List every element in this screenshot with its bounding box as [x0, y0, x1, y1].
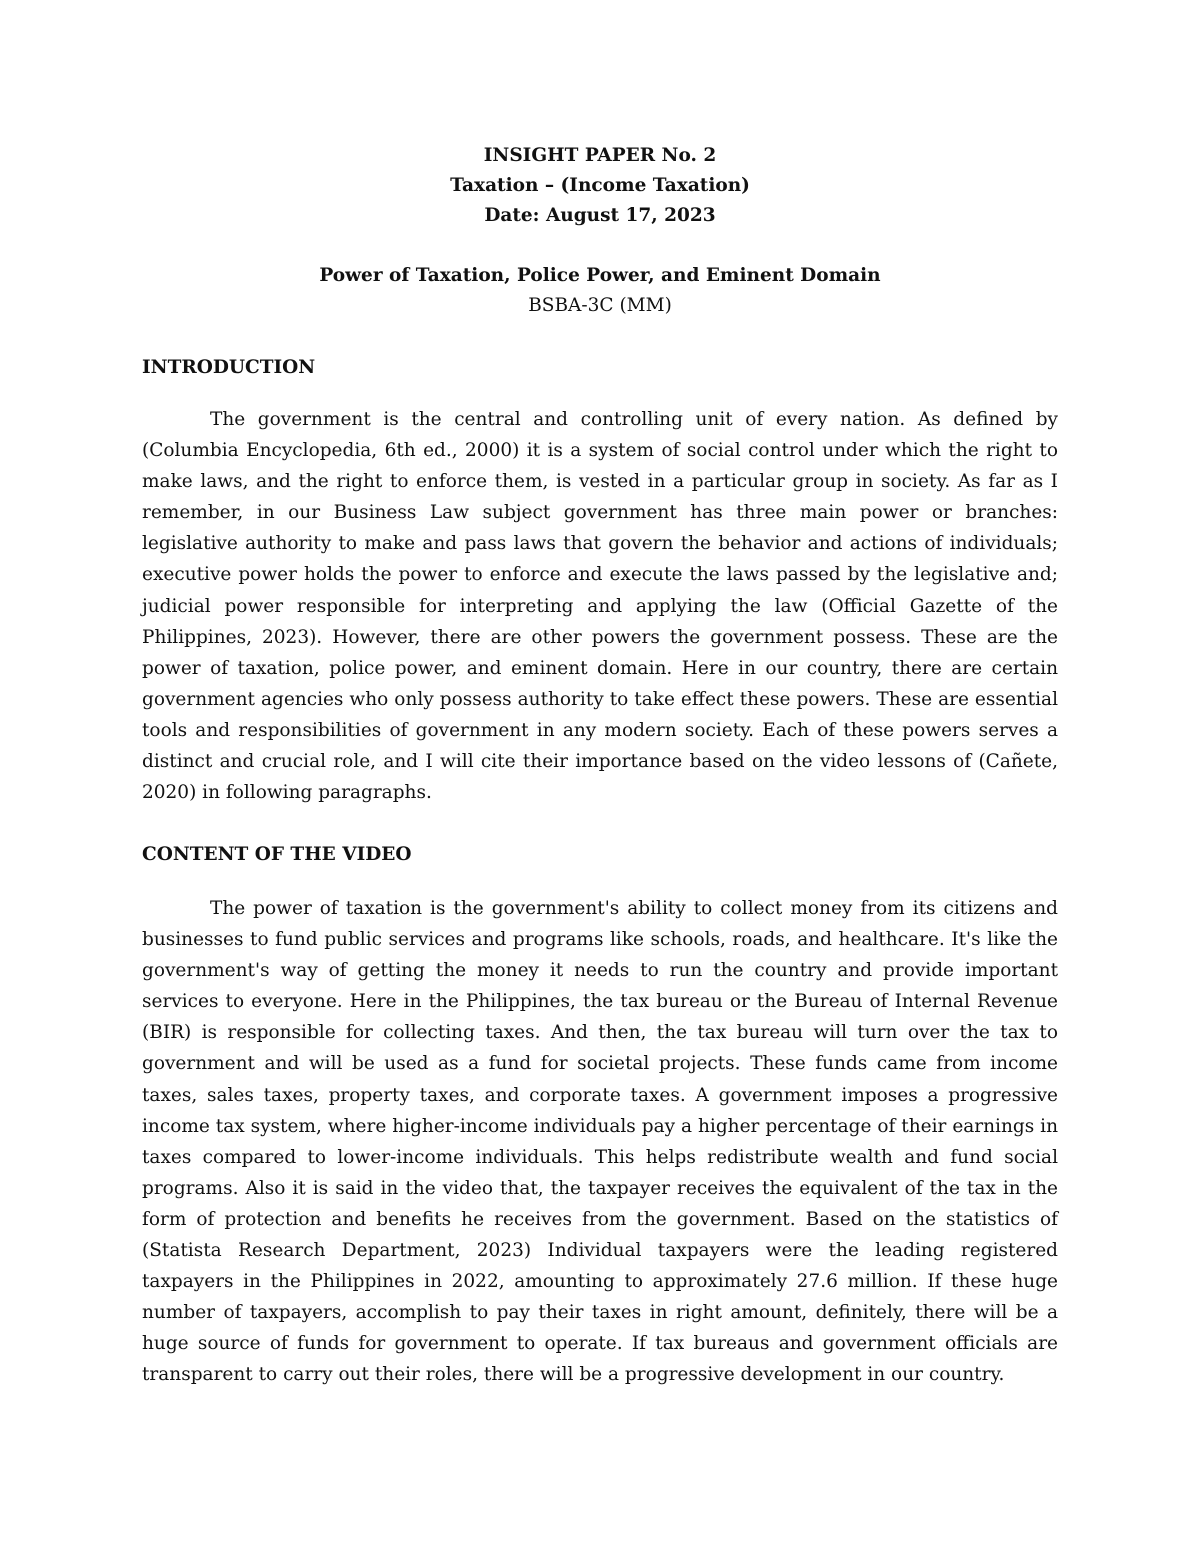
paper-header [0, 141, 1200, 321]
content-paragraph: The power of taxation is the government's ability to collect money from its citizens and businesses to fund public services and programs like schools, roads, and healthcare. It's like the government's way of getting the money it needs to run the country and provide important services to everyone. Here in the Philippines, the tax bureau or the Bureau of Internal Revenue (BIR) is responsible for collecting taxes. And then, the tax bureau will turn over the tax to government and will be used as a fund for societal projects. These funds came from income taxes, sales taxes, property taxes, and corporate taxes. A government imposes a progressive income tax system, where higher-income individuals pay a higher percentage of their earnings in taxes compared to lower-income individuals. This helps redistribute wealth and fund social programs. Also it is said in the video that, the taxpayer receives the equivalent of the tax in the form of protection and benefits he receives from the government. Based on the statistics of (Statista Research Department, 2023) Individual taxpayers were the leading registered taxpayers in the Philippines in 2022, amounting to approximately 27.6 million. If these huge number of taxpayers, accomplish to pay their taxes in right amount, definitely, there will be a huge source of funds for government to operate. If tax bureaus and government officials are transparent to carry out their roles, there will be a progressive development in our country. [142, 898, 1058, 1386]
introduction-paragraph: The government is the central and controlling unit of every nation. As defined by (Columbia Encyclopedia, 6th ed., 2000) it is a system of social control under which the right to make laws, and the right to enforce them, is vested in a particular group in society. As far as I remember, in our Business Law subject government has three main power or branches: legislative authority to make and pass laws that govern the behavior and actions of individuals; executive power holds the power to enforce and execute the laws passed by the legislative and; judicial power responsible for interpreting and applying the law (Official Gazette of the Philippines, 2023). However, there are other powers the government possess. These are the power of taxation, police power, and eminent domain. Here in our country, there are certain government agencies who only possess authority to take effect these powers. These are essential tools and responsibilities of government in any modern society. Each of these powers serves a distinct and crucial role, and I will cite their importance based on the video lessons of (Cañete, 2020) in following paragraphs. [142, 409, 1058, 804]
content-heading: CONTENT OF THE VIDEO [142, 844, 412, 865]
introduction-body [142, 404, 1058, 808]
introduction-heading: INTRODUCTION [142, 357, 316, 378]
paper-date: Date: August 17, 2023 [484, 205, 716, 226]
content-body [142, 893, 1058, 1391]
paper-subject: Taxation – (Income Taxation) [450, 175, 750, 196]
paper-title: Power of Taxation, Police Power, and Eminent Domain [319, 265, 881, 286]
paper-number: INSIGHT PAPER No. 2 [483, 145, 717, 166]
paper-section: BSBA-3C (MM) [528, 295, 672, 316]
